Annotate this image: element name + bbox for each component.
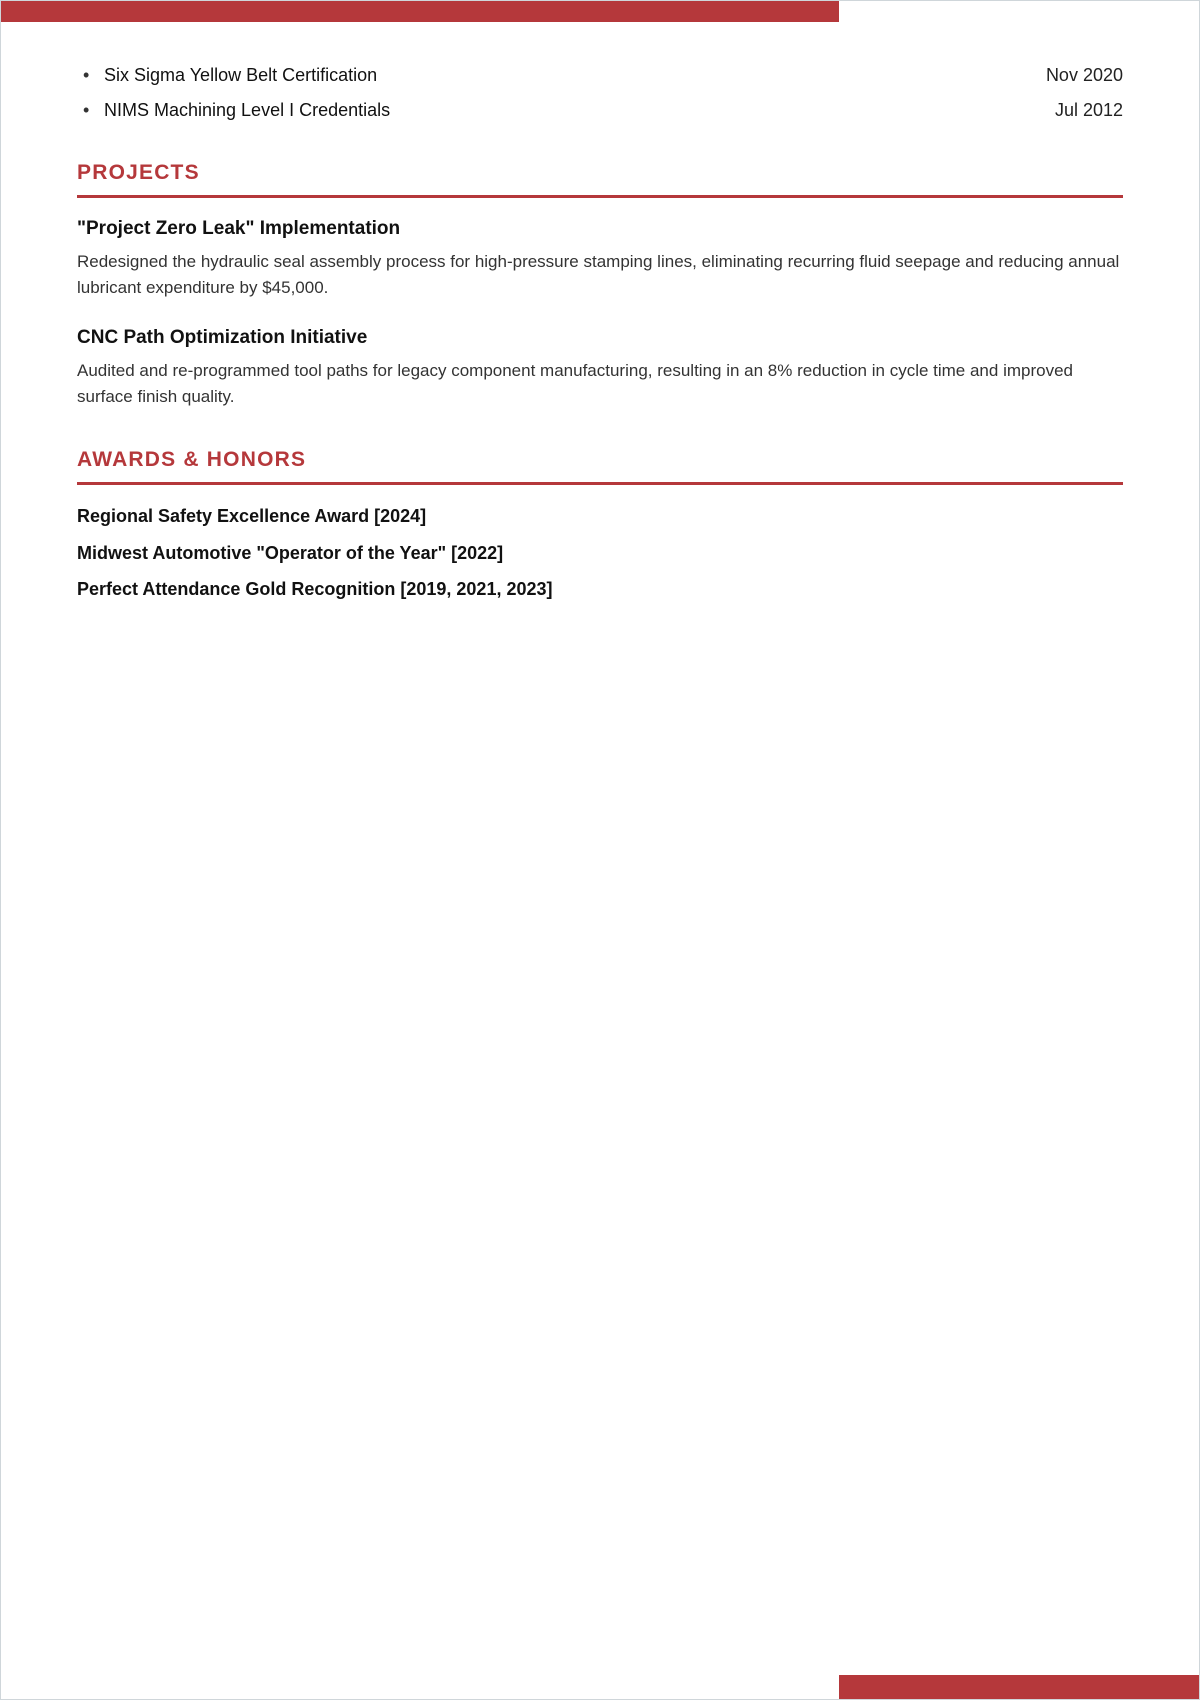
project-title: CNC Path Optimization Initiative (77, 327, 368, 348)
award-item: Midwest Automotive "Operator of the Year" [2022] (77, 543, 504, 563)
certifications-list (77, 62, 1123, 132)
award-item: Regional Safety Excellence Award [2024] (77, 506, 427, 526)
certification-date: Jul 2012 (1054, 100, 1123, 120)
projects-heading: PROJECTS (77, 161, 200, 184)
project-description: Audited and re-programmed tool paths for legacy component manufacturing, resulting in an 8% reduction in cycle time and improved surface finish quality. (77, 361, 1073, 406)
bullet-icon: • (83, 65, 90, 85)
award-item: Perfect Attendance Gold Recognition [2019, 2021, 2023] (77, 579, 553, 599)
projects-divider (77, 195, 1123, 198)
certification-name: Six Sigma Yellow Belt Certification (104, 65, 378, 85)
bullet-icon: • (83, 100, 90, 120)
certification-date: Nov 2020 (1045, 65, 1123, 85)
bottom-accent-bar (839, 1675, 1199, 1699)
awards-heading: AWARDS & HONORS (77, 448, 307, 471)
project-description: Redesigned the hydraulic seal assembly process for high-pressure stamping lines, eliminating recurring fluid seepage and reducing annual lubricant expenditure by $45,000. (77, 252, 1120, 297)
list-item (77, 62, 1123, 97)
project-title: "Project Zero Leak" Implementation (77, 218, 401, 239)
awards-divider (77, 482, 1123, 485)
list-item (77, 97, 1123, 132)
top-accent-bar (1, 1, 839, 22)
certification-name: NIMS Machining Level I Credentials (104, 100, 391, 120)
